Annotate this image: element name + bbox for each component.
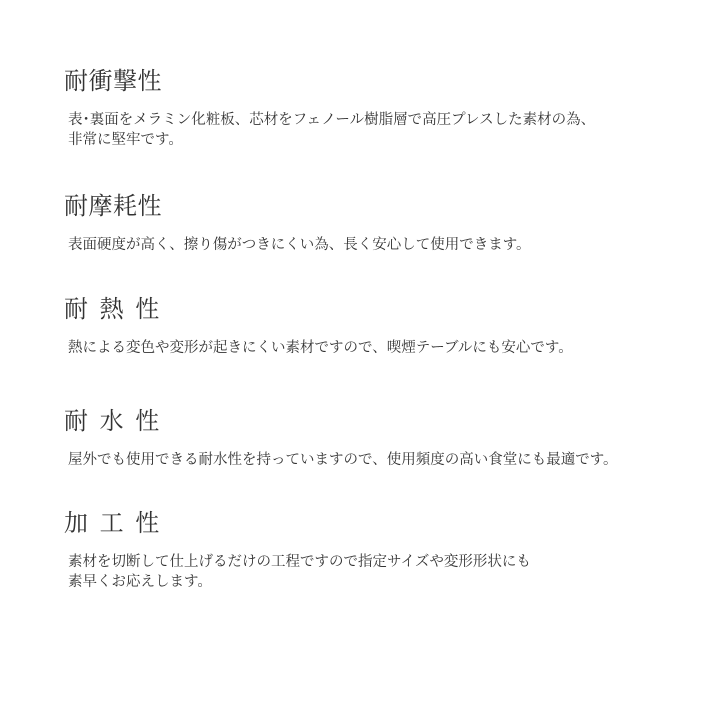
section-impact-resistance (64, 66, 696, 150)
section-description (68, 338, 696, 358)
description-line: 非常に堅牢です。 (68, 132, 183, 148)
section-description (68, 552, 696, 592)
section-heading: 耐 熱 性 (64, 295, 160, 323)
description-line: 素材を切断して仕上げるだけの工程ですので指定サイズや変形形状にも (68, 554, 531, 570)
section-abrasion-resistance (64, 191, 696, 255)
description-line: 表･裏面をメラミン化粧板、芯材をフェノール樹脂層で高圧プレスした素材の為、 (68, 112, 596, 128)
section-water-resistance (64, 406, 696, 470)
section-heading: 耐衝撃性 (64, 67, 162, 95)
description-line: 熱による変色や変形が起きにくい素材ですので、喫煙テーブルにも安心です。 (68, 340, 573, 356)
section-heading: 耐摩耗性 (64, 192, 162, 220)
section-heading: 加 工 性 (64, 509, 160, 537)
description-line: 素早くお応えします。 (68, 574, 212, 590)
section-heading: 耐 水 性 (64, 407, 160, 435)
section-workability (64, 508, 696, 592)
section-heat-resistance (64, 294, 696, 358)
description-line: 表面硬度が高く、擦り傷がつきにくい為、長く安心して使用できます。 (68, 237, 531, 253)
description-line: 屋外でも使用できる耐水性を持っていますので、使用頻度の高い食堂にも最適です。 (68, 452, 618, 468)
section-description (68, 110, 696, 150)
section-description (68, 235, 696, 255)
section-description (68, 450, 696, 470)
